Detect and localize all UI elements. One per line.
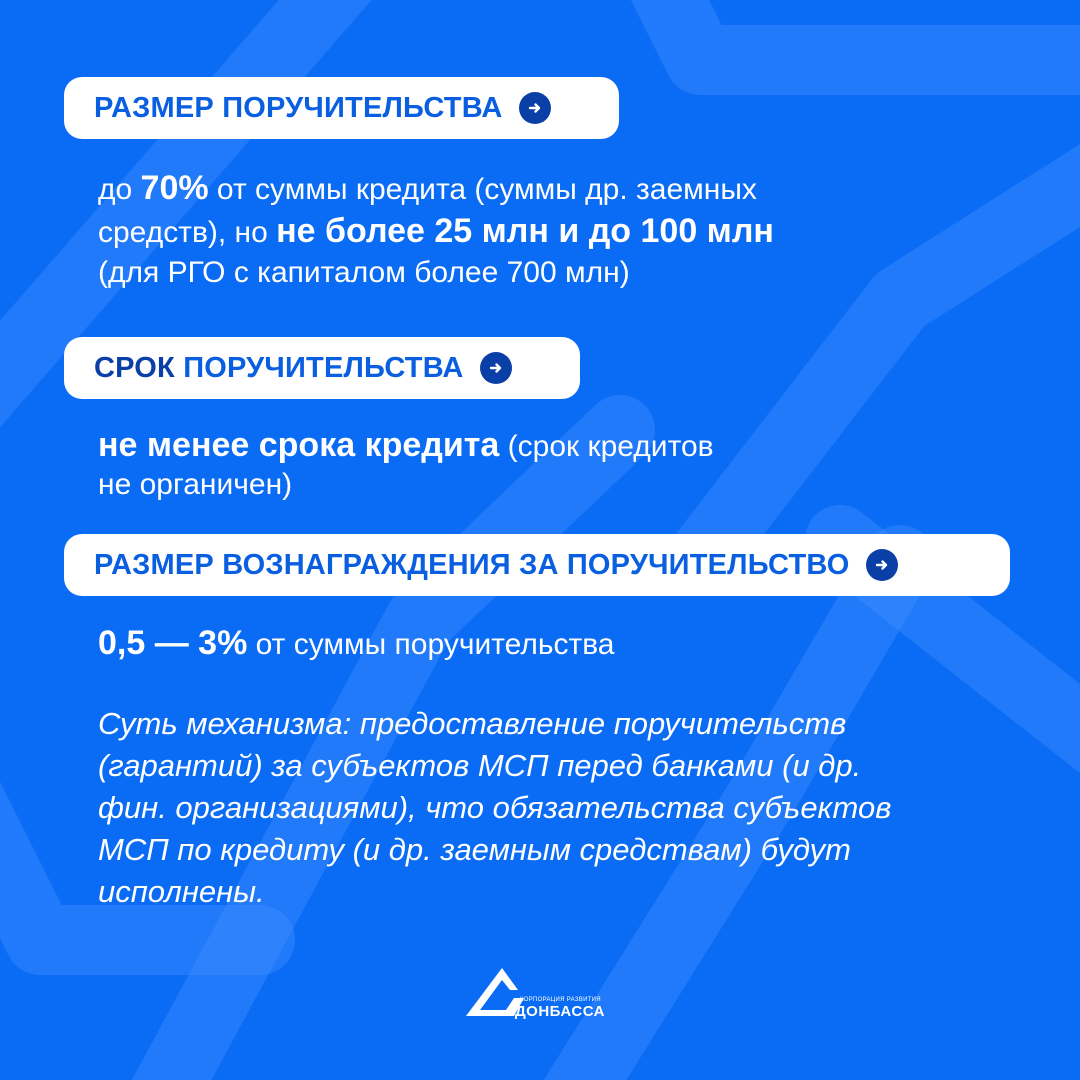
header-word: ПОРУЧИТЕЛЬСТВА — [183, 351, 464, 384]
logo-tagline: КОРПОРАЦИЯ РАЗВИТИЯ — [520, 997, 601, 1003]
section-header-guarantee-term — [64, 337, 580, 399]
guarantee-size-line-3 — [98, 253, 630, 293]
section-header-guarantee-size — [64, 77, 619, 139]
arrow-right-circle-icon — [866, 549, 898, 581]
arrow-right-circle-icon — [480, 352, 512, 384]
note-line: МСП по кредиту (и др. заемным средствам) будут — [98, 832, 851, 867]
section-header-label: РАЗМЕР ПОРУЧИТЕЛЬСТВА — [94, 91, 503, 124]
guarantee-fee-line-1 — [98, 623, 614, 665]
mechanism-note — [98, 703, 891, 913]
text-fragment: (срок кредитов — [499, 430, 714, 463]
note-line: фин. организациями), что обязательства субъектов — [98, 790, 892, 825]
guarantee-size-line-1 — [98, 168, 757, 210]
logo-name: ДОНБАССА — [515, 1003, 605, 1020]
note-line: Суть механизма: предоставление поручительств — [98, 706, 847, 741]
text-fragment: средств), но — [98, 216, 277, 249]
highlight-fee: 0,5 — 3% — [98, 624, 248, 662]
guarantee-size-line-2 — [98, 211, 774, 253]
text-fragment: (для РГО с капиталом более 700 млн) — [98, 256, 630, 289]
text-fragment: от суммы кредита (суммы др. заемных — [208, 173, 757, 206]
section-header-label — [94, 352, 464, 385]
highlight-term: не менее срока кредита — [98, 426, 500, 464]
note-line: (гарантий) за субъектов МСП перед банками (и др. — [98, 748, 862, 783]
guarantee-term-line-1 — [98, 425, 714, 467]
text-fragment: от суммы поручительства — [247, 628, 615, 661]
highlight-percent: 70% — [140, 169, 209, 207]
section-header-label: РАЗМЕР ВОЗНАГРАЖДЕНИЯ ЗА ПОРУЧИТЕЛЬСТВО — [94, 548, 850, 581]
header-word: СРОК — [94, 351, 184, 384]
arrow-right-circle-icon — [519, 92, 551, 124]
guarantee-term-line-2 — [98, 465, 292, 505]
note-line: исполнены. — [98, 874, 265, 909]
text-fragment: не органичен) — [98, 468, 293, 501]
text-fragment: до — [98, 173, 141, 206]
highlight-limit: не более 25 млн и до 100 млн — [276, 212, 774, 250]
section-header-guarantee-fee — [64, 534, 1010, 596]
